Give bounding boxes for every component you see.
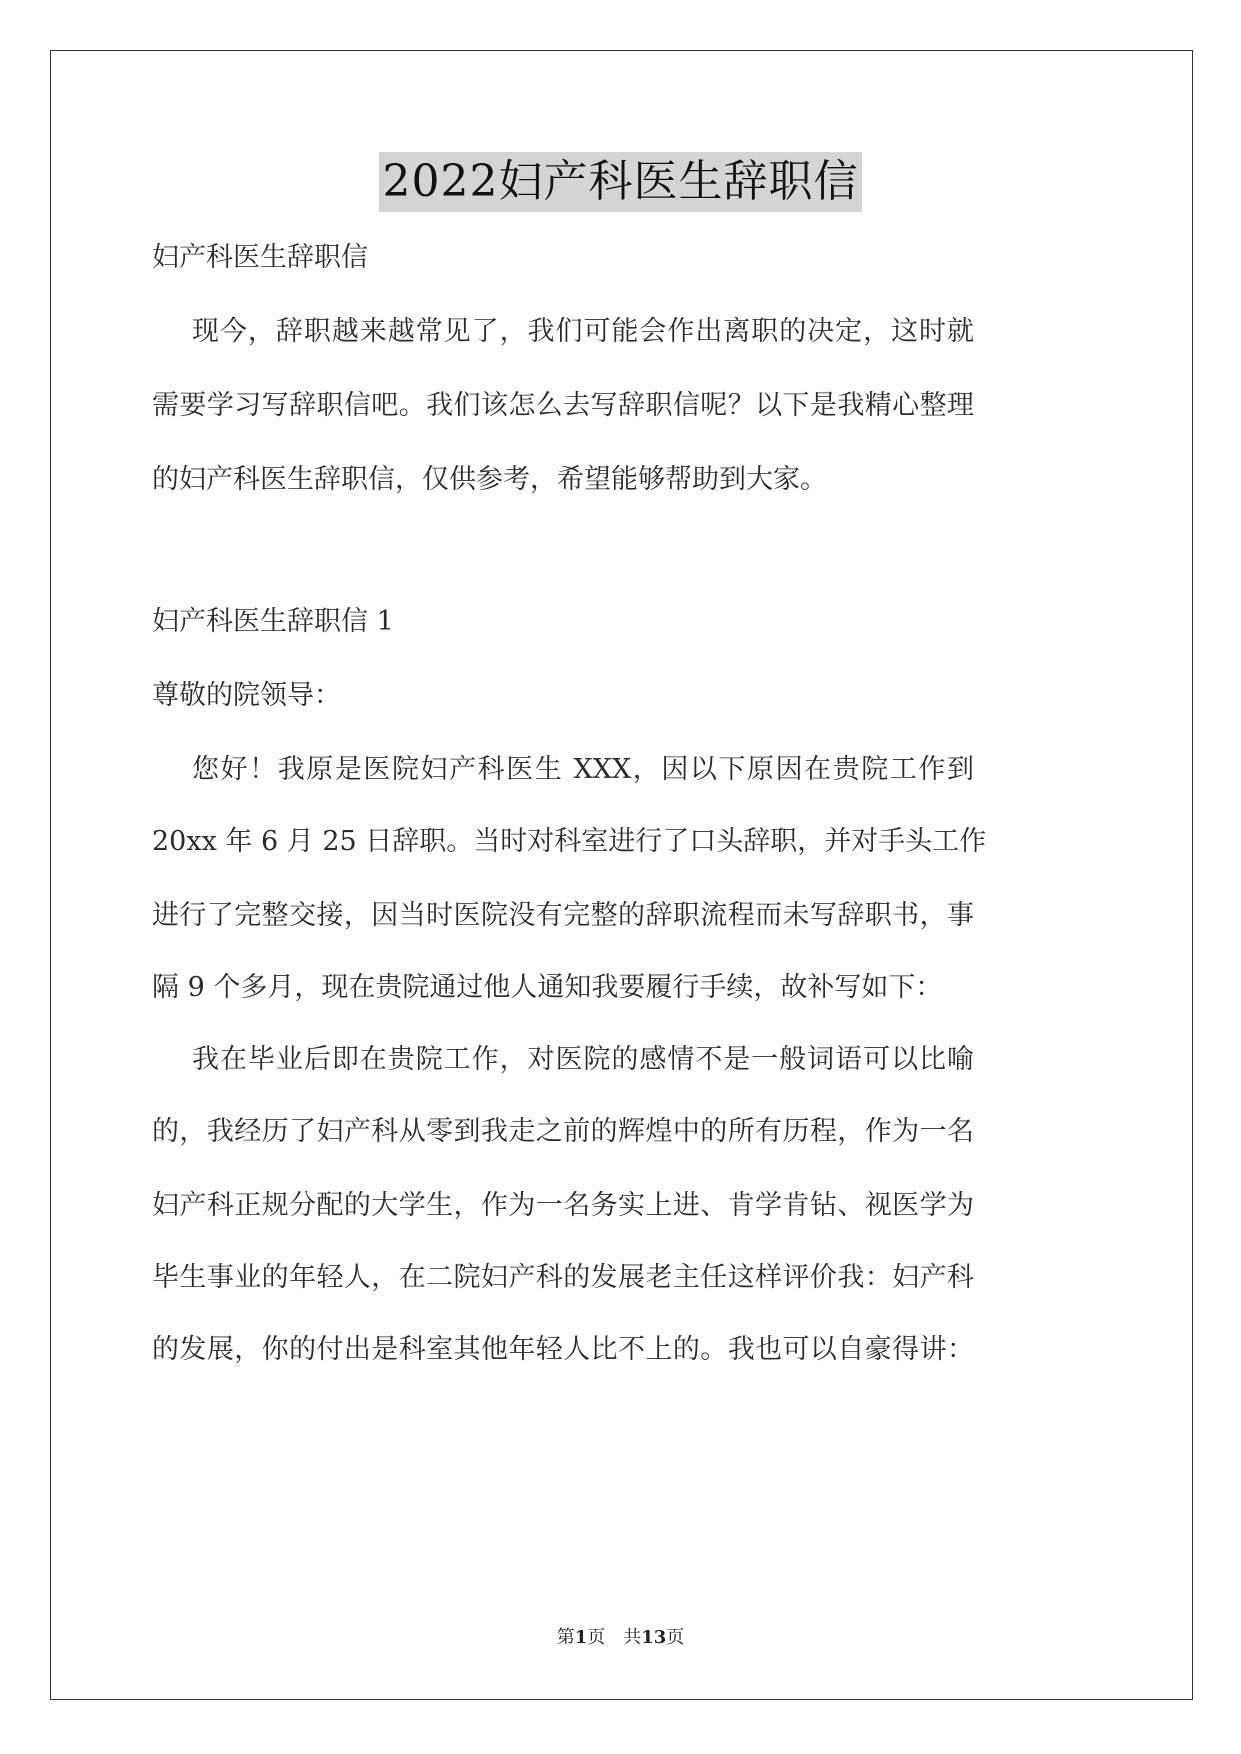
subtitle-line: 妇产科医生辞职信 [152, 242, 368, 273]
title-container [0, 152, 1241, 212]
paragraph-line: 的妇产科医生辞职信，仅供参考，希望能够帮助到大家。 [152, 464, 827, 495]
paragraph-line: 毕生事业的年轻人，在二院妇产科的发展老主任这样评价我：妇产科 [152, 1262, 974, 1293]
footer-page-current: 1 [574, 1627, 588, 1648]
page-border [50, 50, 1193, 1700]
section-heading: 妇产科医生辞职信 1 [152, 606, 394, 637]
footer-page-suffix: 页 [666, 1627, 685, 1648]
paragraph-line: 我在毕业后即在贵院工作，对医院的感情不是一般词语可以比喻 [192, 1044, 974, 1075]
footer-page-prefix: 第 [556, 1627, 575, 1648]
document-title: 2022妇产科医生辞职信 [379, 152, 863, 212]
paragraph-line: 隔 9 个多月，现在贵院通过他人通知我要履行手续，故补写如下： [152, 972, 943, 1003]
paragraph-line: 妇产科正规分配的大学生，作为一名务实上进、肯学肯钻、视医学为 [152, 1190, 974, 1221]
page-footer [0, 1626, 1241, 1650]
paragraph-line: 的发展，你的付出是科室其他年轻人比不上的。我也可以自豪得讲： [152, 1334, 974, 1365]
paragraph-line: 进行了完整交接，因当时医院没有完整的辞职流程而未写辞职书，事 [152, 900, 974, 931]
paragraph-line: 现今，辞职越来越常见了，我们可能会作出离职的决定，这时就 [192, 316, 974, 347]
footer-page-mid: 页 共 [587, 1627, 642, 1648]
paragraph-line: 需要学习写辞职信吧。我们该怎么去写辞职信呢？以下是我精心整理 [152, 390, 974, 421]
paragraph-line: 的，我经历了妇产科从零到我走之前的辉煌中的所有历程，作为一名 [152, 1116, 974, 1147]
paragraph-line: 您好！我原是医院妇产科医生 XXX，因以下原因在贵院工作到 [192, 754, 974, 785]
paragraph-line: 20xx 年 6 月 25 日辞职。当时对科室进行了口头辞职，并对手头工作 [152, 826, 987, 857]
footer-page-total: 13 [641, 1627, 667, 1648]
salutation: 尊敬的院领导： [152, 680, 341, 711]
